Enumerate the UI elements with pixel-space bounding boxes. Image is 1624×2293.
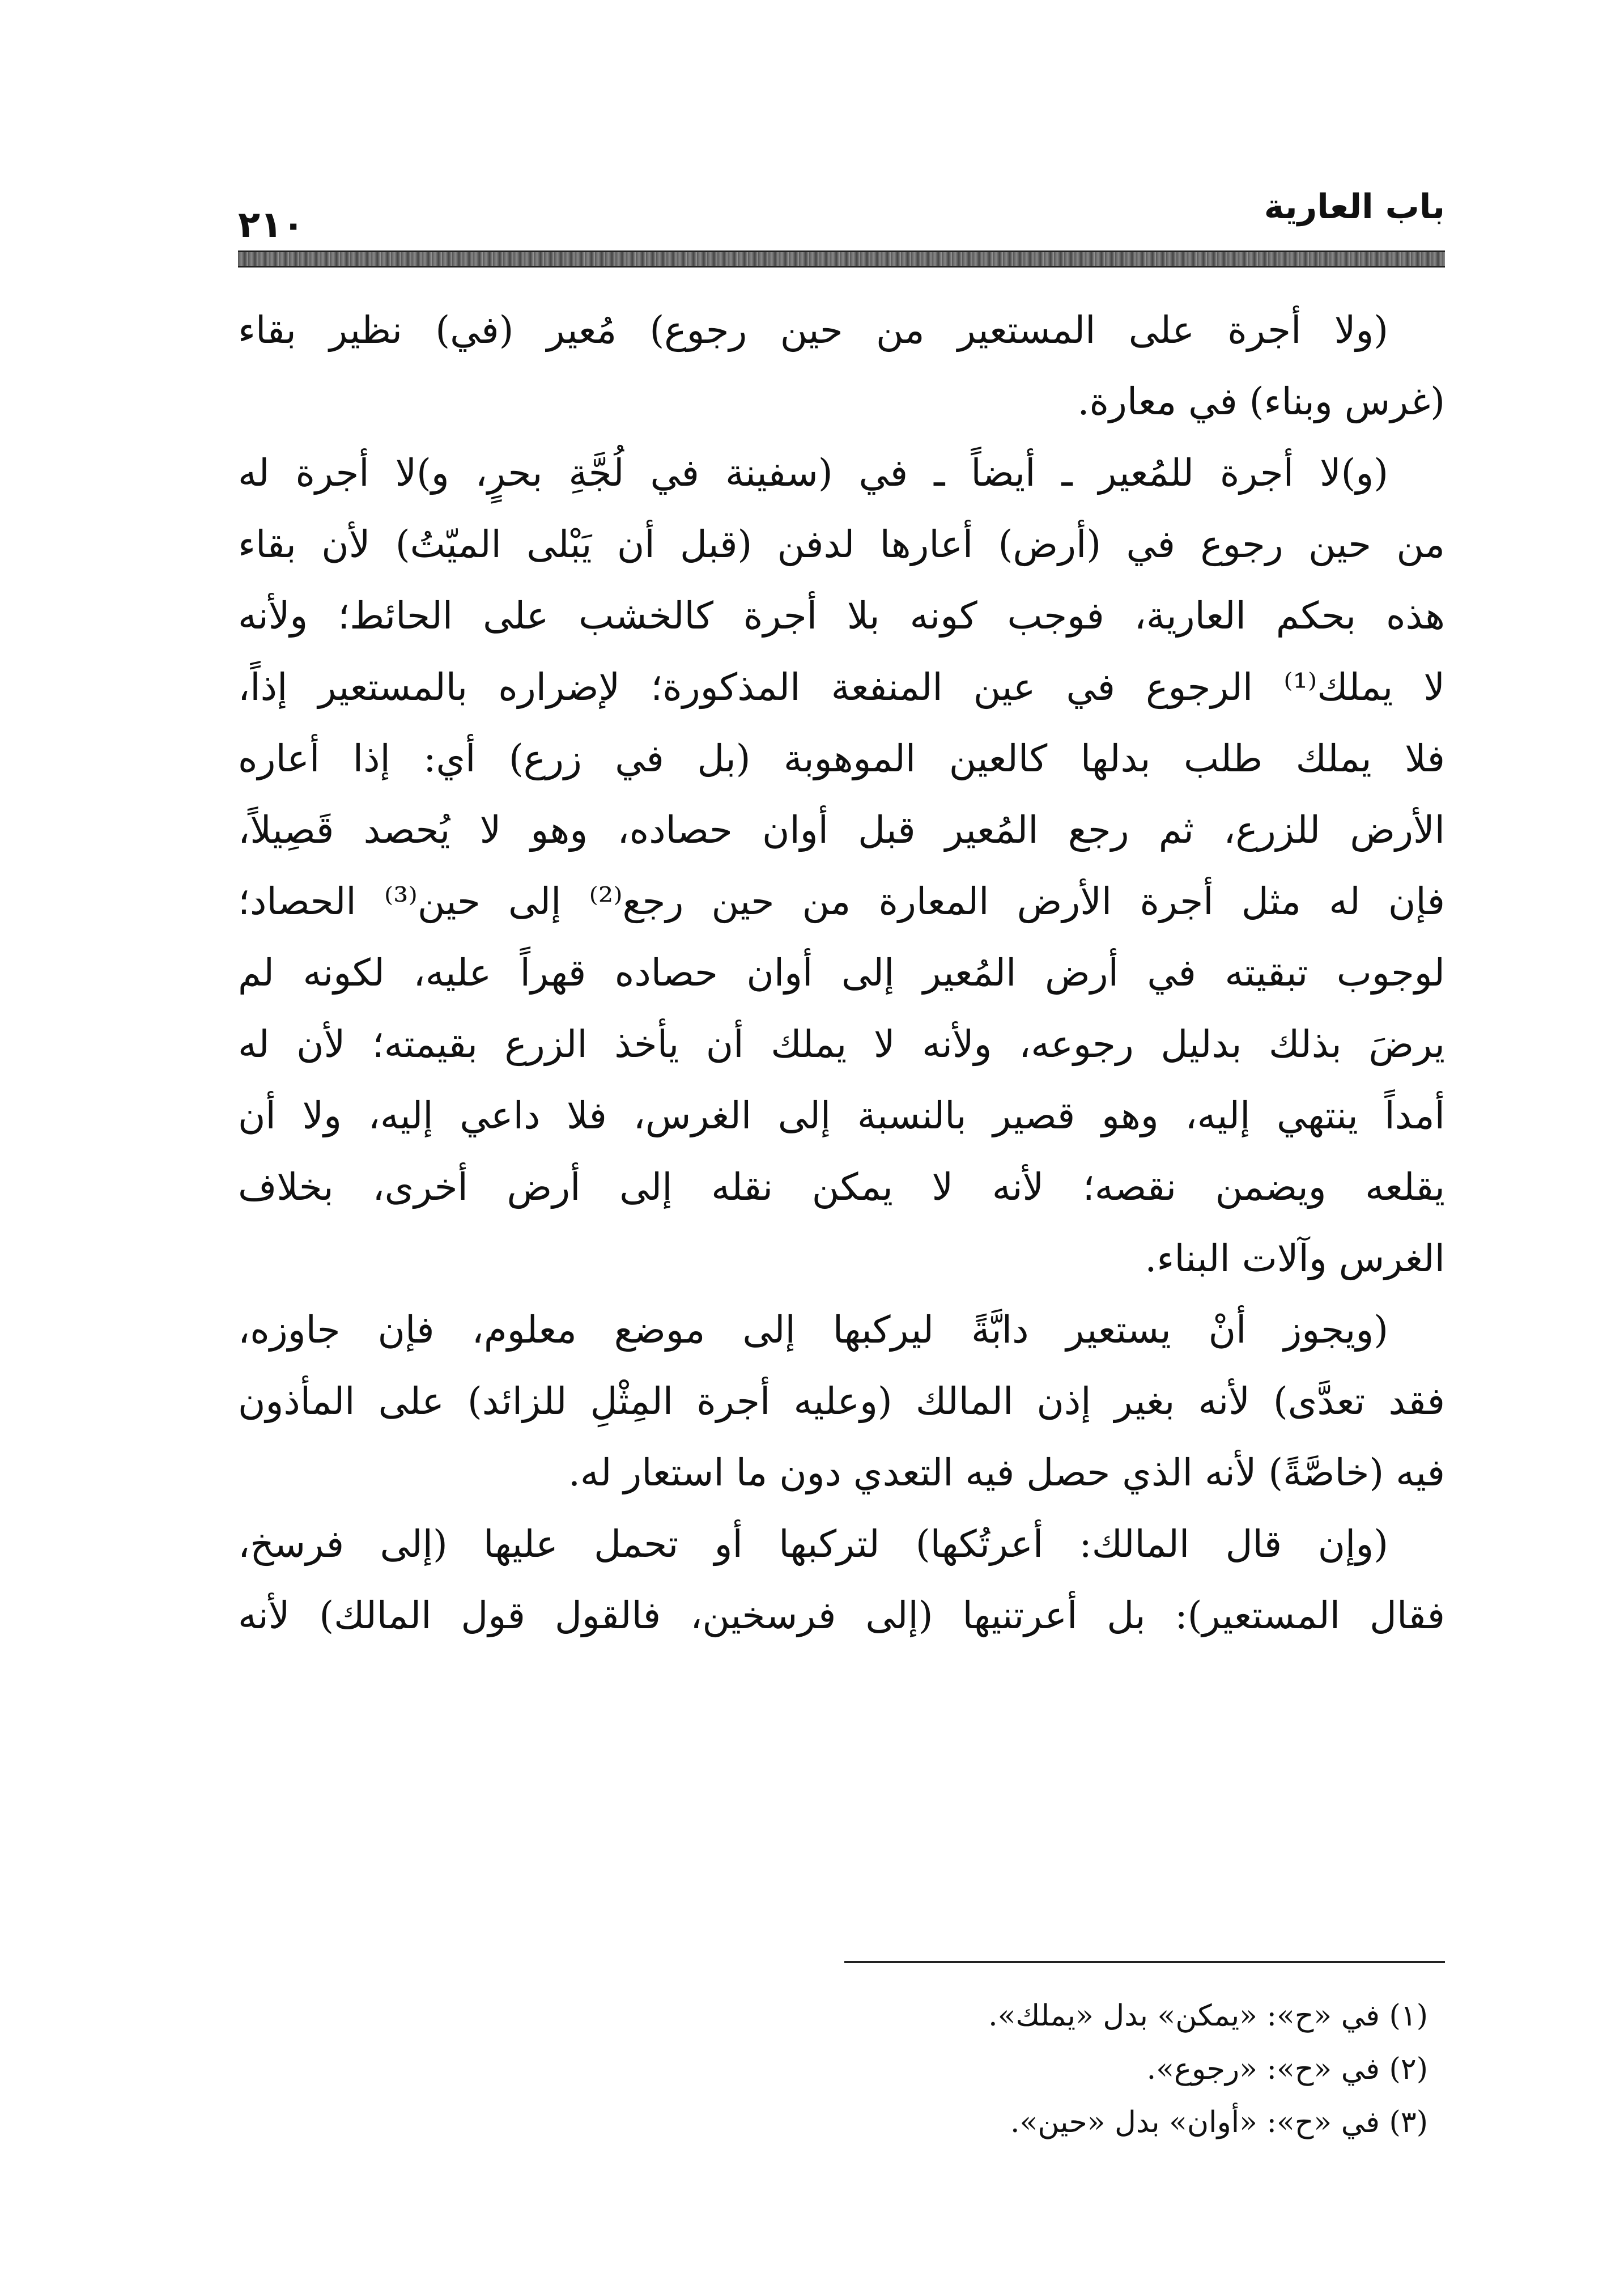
text-line: الأرض للزرع، ثم رجع المُعير قبل أوان حصاده، وهو لا يُحصد قَصِيلاً، [238,808,1445,852]
footnote-1: (١) في «ح»: «يمكن» بدل «يملك». [988,1999,1428,2033]
text-line: أمداً ينتهي إليه، وهو قصير بالنسبة إلى الغرس، فلا داعي إليه، ولا أن [238,1094,1445,1137]
text-line: لوجوب تبقيته في أرض المُعير إلى أوان حصاده قهراً عليه، لكونه لم [238,951,1445,995]
text-line: فيه (خاصَّةً) لأنه الذي حصل فيه التعدي دون ما استعار له. [568,1451,1445,1494]
text-line: يقلعه ويضمن نقصه؛ لأنه لا يمكن نقله إلى أرض أخرى، بخلاف [238,1165,1445,1209]
body-text [238,295,1445,1651]
text-line: (ويجوز أنْ يستعير دابَّةً ليركبها إلى موضع معلوم، فإن جاوزه، [238,1308,1388,1352]
text-line: لا يملك⁽¹⁾ الرجوع في عين المنفعة المذكورة؛ لإضراره بالمستعير إذاً، [238,665,1445,709]
text-line: فقد تعدَّى) لأنه بغير إذن المالك (وعليه أجرة المِثْلِ للزائد) على المأذون [238,1379,1445,1423]
text-line: (غرس وبناء) في معارة. [1077,380,1445,423]
text-line: (ولا أجرة على المستعير من حين رجوع) مُعير (في) نظير بقاء [238,308,1388,352]
text-line: (و)لا أجرة للمُعير ـ أيضاً ـ في (سفينة في لُجَّةِ بحرٍ، و)لا أجرة له [238,451,1388,495]
text-line: الغرس وآلات البناء. [1145,1237,1445,1280]
text-line: من حين رجوع في (أرض) أعارها لدفن (قبل أن يَبْلى الميّتُ) لأن بقاء [238,523,1445,566]
text-line: هذه بحكم العارية، فوجب كونه بلا أجرة كالخشب على الحائط؛ ولأنه [238,594,1445,638]
page-header [238,170,1445,283]
text-line: فإن له مثل أجرة الأرض المعارة من حين رجع⁽²⁾ إلى حين⁽³⁾ الحصاد؛ [238,880,1445,923]
text-line: (وإن قال المالك: أعرتُكها) لتركبها أو تحمل عليها (إلى فرسخ، [238,1522,1388,1566]
text-line: فقال المستعير): بل أعرتنيها (إلى فرسخين، فالقول قول المالك) لأنه [238,1594,1445,1637]
text-line: يرضَ بذلك بدليل رجوعه، ولأنه لا يملك أن يأخذ الزرع بقيمته؛ لأن له [238,1022,1445,1066]
text-line: فلا يملك طلب بدلها كالعين الموهوبة (بل في زرع) أي: إذا أعاره [238,737,1445,780]
header-rule [238,250,1445,267]
footnote-3: (٣) في «ح»: «أوان» بدل «حين». [1010,2105,1428,2139]
page-number: ٢١٠ [238,204,305,246]
running-title: باب العارية [1264,187,1445,227]
footnote-2: (٢) في «ح»: «رجوع». [1146,2052,1428,2086]
footnotes [238,1989,1445,2149]
footnote-divider [844,1961,1445,1963]
